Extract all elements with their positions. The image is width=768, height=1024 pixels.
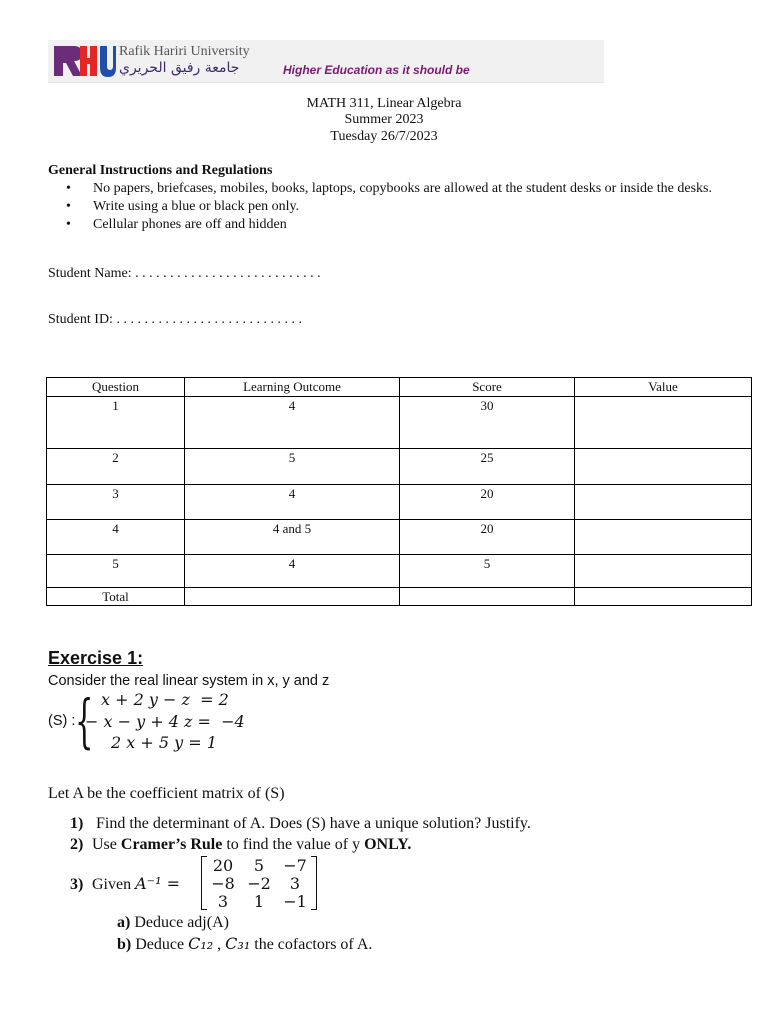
total-value-cell[interactable] [575, 588, 752, 606]
sub-question-text: the cofactors of A. [250, 936, 373, 953]
inverse-label: A⁻¹ = [135, 874, 181, 893]
exercise-title: Exercise 1: [48, 648, 144, 668]
matrix-entry: −8 [211, 874, 235, 893]
matrix-definition: Let A be the coefficient matrix of (S) [48, 785, 285, 802]
outcome-cell: 4 and 5 [185, 520, 400, 555]
question-2 [70, 836, 411, 854]
question-3 [70, 874, 180, 894]
column-header: Question [47, 378, 185, 397]
total-row [47, 588, 752, 606]
question-text: Given [92, 876, 136, 893]
question-3a [117, 914, 229, 932]
university-name: Rafik Hariri University [119, 44, 250, 59]
university-name-arabic: جامعة رفيق الحريري [119, 60, 240, 76]
table-row [47, 485, 752, 520]
instructions-list [48, 180, 768, 234]
question-1 [70, 815, 531, 833]
instruction-item: • Cellular phones are off and hidden [93, 216, 768, 233]
score-cell: 5 [400, 555, 575, 588]
question-text: Use [92, 836, 121, 853]
score-table [46, 377, 752, 606]
student-id-field[interactable]: Student ID: . . . . . . . . . . . . . . . . . . . . . . . . . . . [48, 312, 302, 327]
question-cell: 5 [47, 555, 185, 588]
equation-1: x + 2 y − z = 2 [101, 690, 229, 709]
course-title: MATH 311, Linear Algebra [306, 96, 462, 111]
cramers-rule-text: Cramer’s Rule [120, 836, 223, 853]
exercise-intro: Consider the real linear system in x, y and z [48, 673, 330, 689]
table-row [47, 449, 752, 485]
outcome-cell: 4 [185, 485, 400, 520]
system-label: (S) : [48, 713, 76, 729]
total-score-cell [400, 588, 575, 606]
instruction-item: • Write using a blue or black pen only. [93, 198, 768, 215]
question-3b [117, 934, 372, 954]
question-cell: 2 [47, 449, 185, 485]
value-cell[interactable] [575, 397, 752, 449]
score-cell: 20 [400, 485, 575, 520]
outcome-cell: 4 [185, 555, 400, 588]
matrix-entry: −2 [247, 874, 271, 893]
university-logo [54, 44, 116, 78]
course-term: Summer 2023 [344, 112, 424, 127]
column-header: Score [400, 378, 575, 397]
total-label: Total [47, 588, 185, 606]
matrix-entry: 20 [212, 856, 234, 875]
question-number: 3) [70, 876, 84, 893]
matrix-entry: 3 [217, 892, 229, 911]
sub-question-text: , [213, 936, 226, 953]
outcome-cell: 5 [185, 449, 400, 485]
exam-date: Tuesday 26/7/2023 [330, 129, 438, 144]
question-cell: 4 [47, 520, 185, 555]
value-cell[interactable] [575, 520, 752, 555]
outcome-cell: 4 [185, 397, 400, 449]
table-row [47, 397, 752, 449]
matrix-entry: 1 [253, 892, 265, 911]
matrix-entry: 5 [253, 856, 265, 875]
matrix-entry: 3 [289, 874, 301, 893]
only-text: ONLY. [364, 836, 412, 853]
table-header-row [47, 378, 752, 397]
sub-question-text: Deduce adj(A) [134, 914, 229, 931]
sub-question-letter: b) [117, 936, 132, 953]
cofactor-c12: C₁₂ [188, 934, 214, 953]
score-cell: 20 [400, 520, 575, 555]
column-header: Learning Outcome [185, 378, 400, 397]
question-number: 2) [70, 836, 84, 853]
university-tagline: Higher Education as it should be [283, 63, 470, 77]
score-cell: 30 [400, 397, 575, 449]
question-text: Find the determinant of A. Does (S) have a unique solution? Justify. [96, 815, 531, 832]
instructions-title: General Instructions and Regulations [48, 163, 273, 178]
score-cell: 25 [400, 449, 575, 485]
question-text: to find the value of y [222, 836, 365, 853]
equation-3: 2 x + 5 y = 1 [111, 733, 217, 752]
matrix-entry: −7 [283, 856, 307, 875]
table-row [47, 520, 752, 555]
total-outcome-cell [185, 588, 400, 606]
sub-question-text: Deduce [135, 936, 189, 953]
question-cell: 1 [47, 397, 185, 449]
table-row [47, 555, 752, 588]
system-brace: { [75, 687, 94, 755]
cofactor-c31: C₃₁ [225, 934, 251, 953]
value-cell[interactable] [575, 555, 752, 588]
question-number: 1) [70, 815, 84, 832]
sub-question-letter: a) [117, 914, 131, 931]
value-cell[interactable] [575, 485, 752, 520]
matrix-entry: −1 [283, 892, 307, 911]
column-header: Value [575, 378, 752, 397]
question-cell: 3 [47, 485, 185, 520]
student-name-field[interactable]: Student Name: . . . . . . . . . . . . . . . . . . . . . . . . . . . [48, 266, 321, 281]
inverse-matrix [201, 856, 317, 910]
equation-2: − x − y + 4 z = −4 [85, 712, 245, 731]
value-cell[interactable] [575, 449, 752, 485]
instruction-item: • No papers, briefcases, mobiles, books, laptops, copybooks are allowed at the student desks or inside the desks. [93, 180, 768, 197]
